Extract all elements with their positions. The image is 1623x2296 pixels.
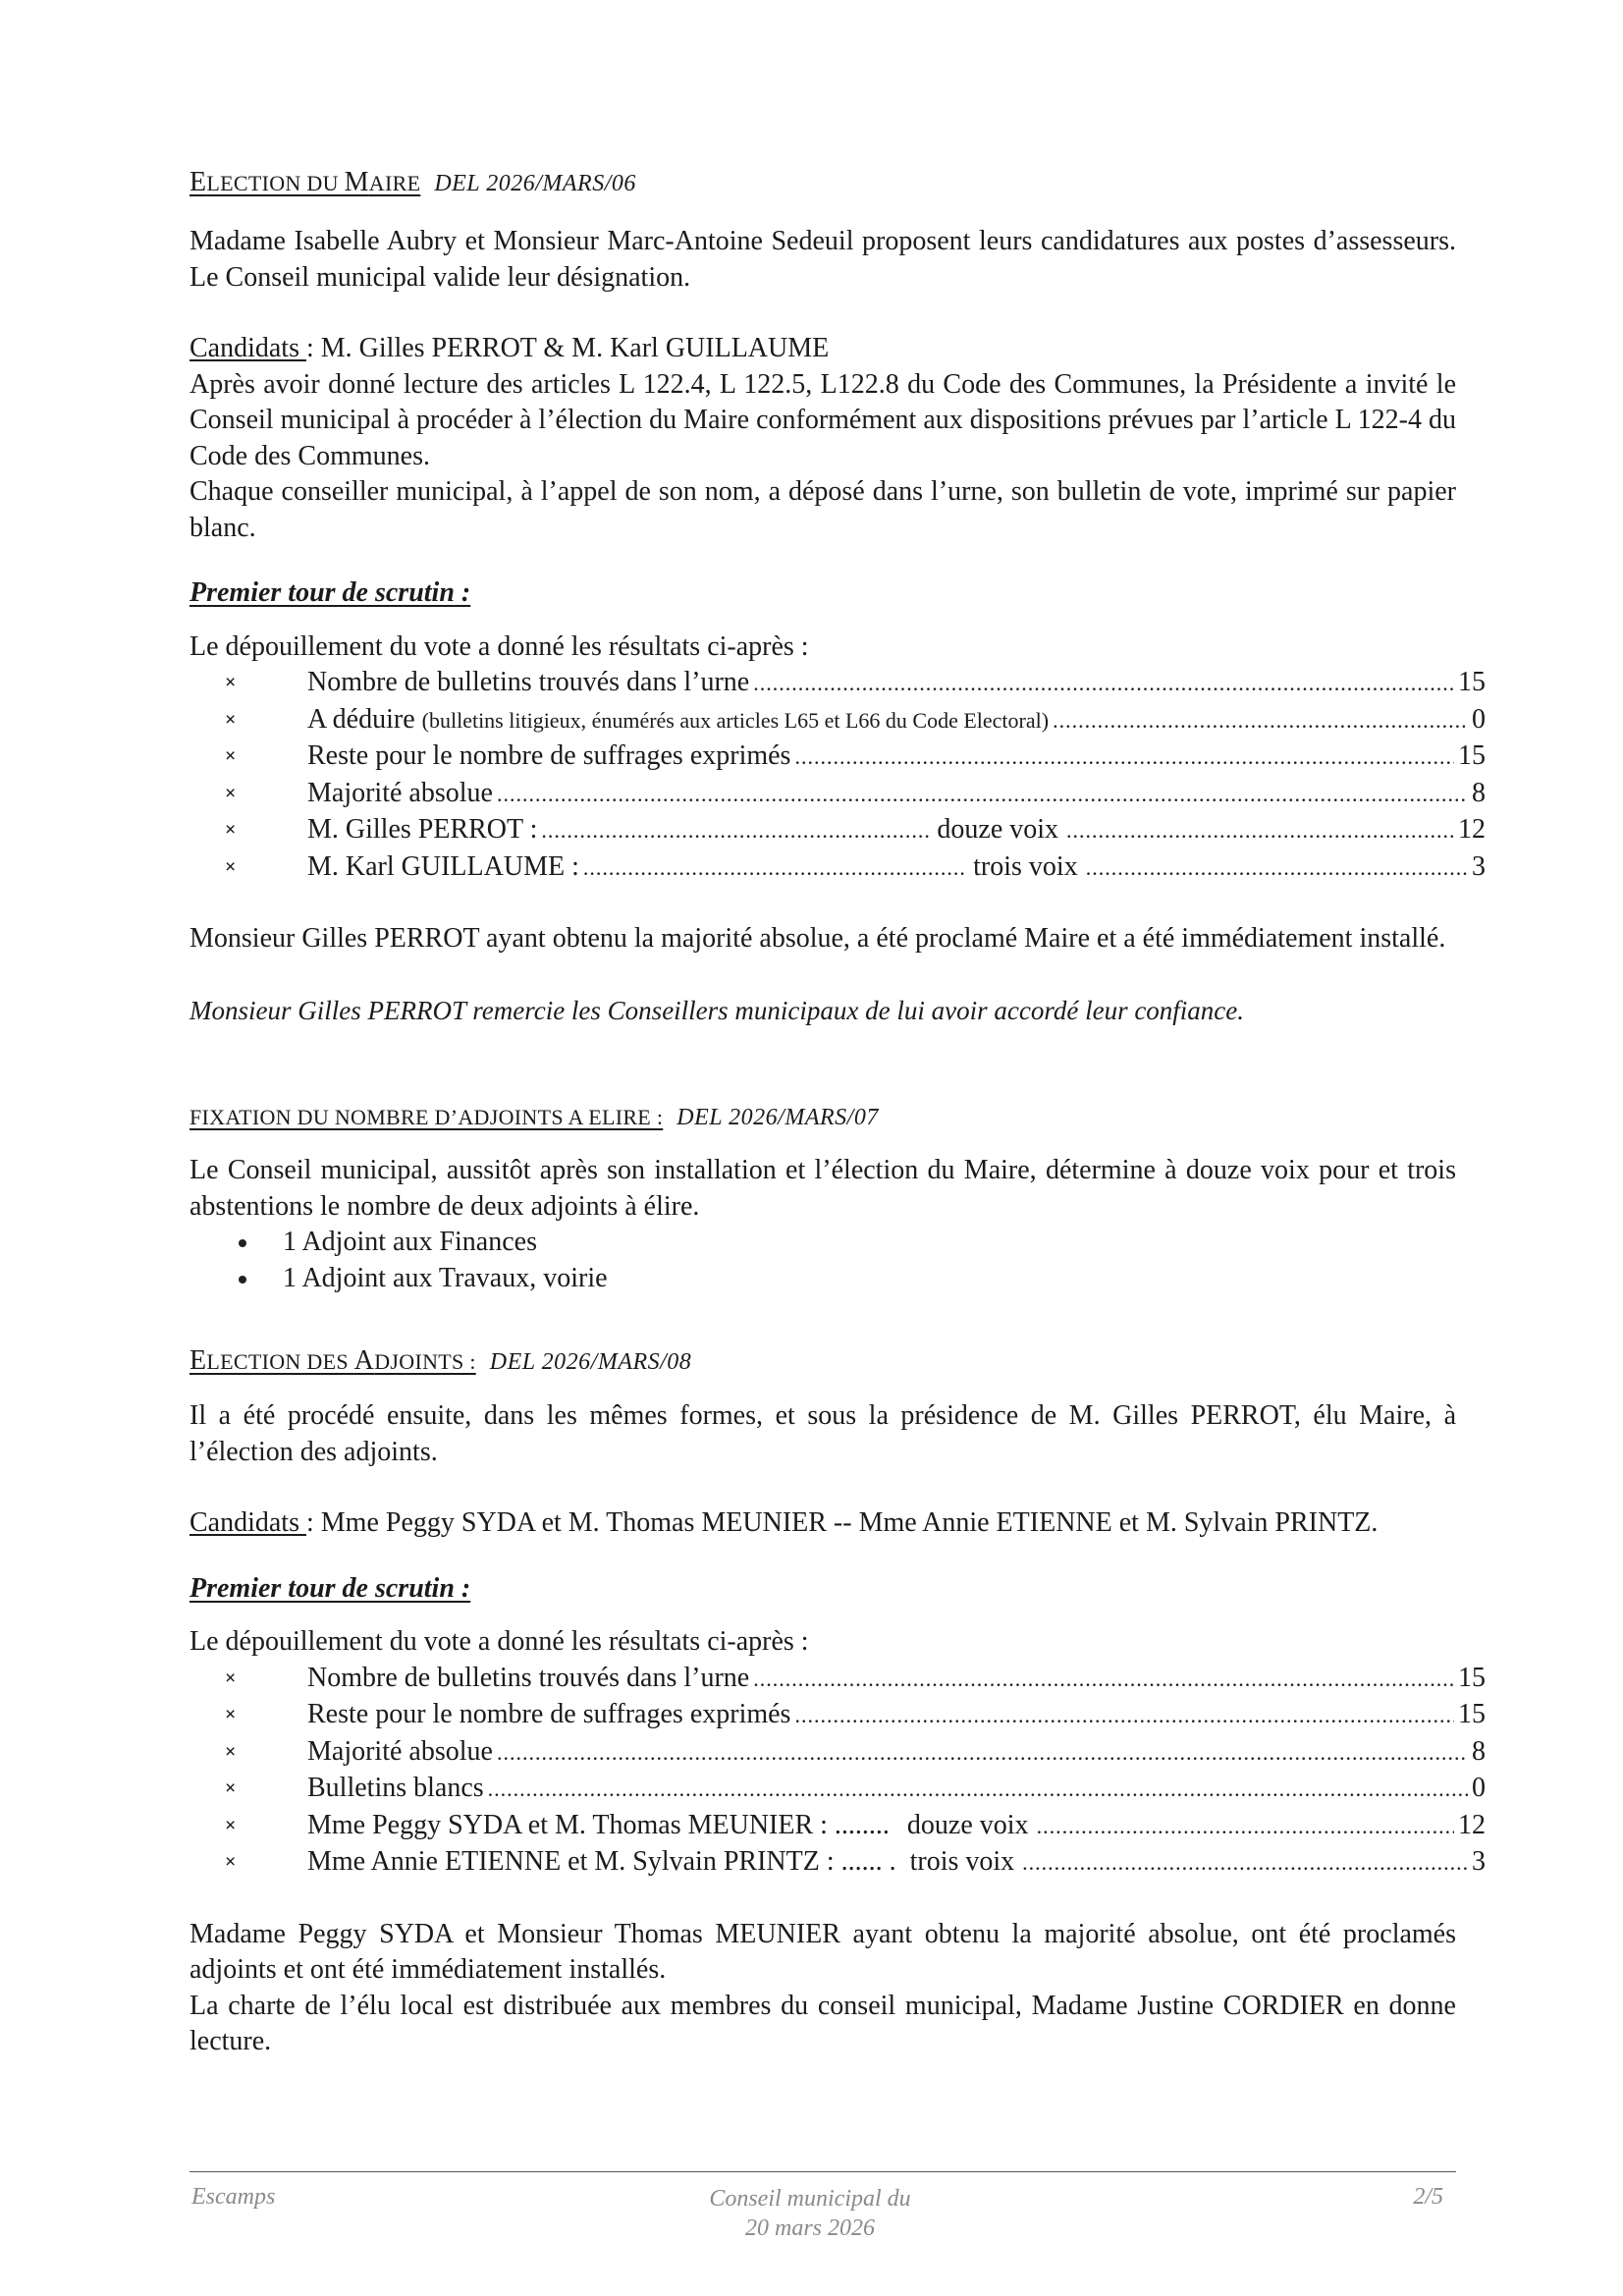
result-label: Bulletins blancs — [307, 1773, 484, 1803]
leader-dots — [541, 813, 929, 849]
result-value: 3 — [1472, 1846, 1486, 1877]
assessors-paragraph: Madame Isabelle Aubry et Monsieur Marc-Antoine Sedeuil proposent leurs candidatures aux postes d’assesseurs. Le Conseil municipal valide leur désignation. — [189, 226, 1456, 293]
round-title: Premier tour de scrutin — [189, 1572, 455, 1604]
result-row — [189, 849, 1486, 887]
candidates-names: : M. Gilles PERROT & M. Karl GUILLAUME — [306, 333, 830, 363]
fixation-paragraph: Le Conseil municipal, aussitôt après son installation et l’élection du Maire, détermine à douze voix pour et trois abstentions le nombre de deux adjoints à élire. — [189, 1155, 1456, 1222]
adjoints-list — [189, 1225, 1456, 1296]
results-list — [189, 1661, 1486, 1882]
result-value: 15 — [1458, 1699, 1486, 1729]
list-item: 1 Adjoint aux Travaux, voirie — [189, 1261, 1456, 1297]
result-label: M. Karl GUILLAUME : — [307, 850, 579, 882]
deliberation-ref: DEL 2026/MARS/07 — [676, 1105, 879, 1130]
cross-icon: × — [225, 1704, 237, 1725]
result-label: Nombre de bulletins trouvés dans l’urne — [307, 1662, 750, 1693]
leader-dots — [794, 1698, 1454, 1734]
leader-dots — [583, 850, 965, 887]
vote-process-paragraph: Chaque conseiller municipal, à l’appel de son nom, a déposé dans l’urne, son bulletin de vote, imprimé sur papier blanc. — [189, 476, 1456, 543]
adjoints-conclusion: Madame Peggy SYDA et Monsieur Thomas MEUNIER ayant obtenu la majorité absolue, ont été proclamés adjoints et ont été immédiatement installés. — [189, 1918, 1456, 1985]
leader-dots — [1066, 813, 1454, 849]
footer-meeting — [589, 2184, 1031, 2243]
result-row — [189, 812, 1486, 849]
result-row — [189, 776, 1486, 813]
section-heading — [189, 1105, 1456, 1131]
result-voices: douze voix — [937, 814, 1059, 845]
leader-dots — [753, 1662, 1454, 1698]
leader-dots — [497, 777, 1468, 813]
list-item: 1 Adjoint aux Finances — [189, 1225, 1456, 1261]
deliberation-ref: DEL 2026/MARS/08 — [489, 1349, 692, 1375]
leader-dots — [488, 1772, 1468, 1808]
result-value: 15 — [1458, 667, 1486, 697]
leader-dots — [1022, 1845, 1468, 1882]
page-number: 2/5 — [1413, 2184, 1443, 2210]
candidates-line — [189, 1505, 1456, 1542]
result-row — [189, 1734, 1486, 1772]
candidates-label: Candidats — [189, 1507, 306, 1538]
footer-meeting-title: Conseil municipal du — [709, 2186, 911, 2212]
result-value: 12 — [1458, 814, 1487, 845]
section-election-adjoints — [189, 1345, 1486, 2060]
result-label: Mme Peggy SYDA et M. Thomas MEUNIER : ........ — [307, 1809, 890, 1840]
cross-icon: × — [225, 708, 237, 731]
candidates-names: : Mme Peggy SYDA et M. Thomas MEUNIER -- Mme Annie ETIENNE et M. Sylvain PRINTZ. — [306, 1507, 1379, 1538]
candidates-line — [189, 331, 1456, 367]
section-title: ELECTION DU MAIRE — [189, 167, 421, 197]
round-heading — [189, 1571, 1456, 1608]
result-value: 8 — [1472, 1735, 1486, 1767]
cross-icon: × — [225, 1851, 237, 1873]
cross-icon: × — [225, 1777, 237, 1799]
cross-icon: × — [225, 1667, 237, 1689]
result-voices: trois voix — [909, 1846, 1015, 1877]
result-value: 15 — [1458, 740, 1486, 771]
cross-icon: × — [225, 819, 237, 841]
cross-icon: × — [225, 1740, 237, 1763]
footer-divider — [189, 2171, 1456, 2172]
result-row — [189, 702, 1486, 739]
candidates-label: Candidats — [189, 333, 306, 363]
cross-icon: × — [225, 672, 237, 693]
result-row — [189, 1771, 1486, 1808]
section-title: ELECTION DES ADJOINTS : — [189, 1345, 476, 1376]
results-list — [189, 665, 1487, 886]
footer-meeting-date: 20 mars 2026 — [744, 2215, 875, 2241]
footer-commune: Escamps — [191, 2184, 276, 2210]
result-note: (bulletins litigieux, énumérés aux articles L65 et L66 du Code Electoral) — [421, 707, 1050, 733]
maire-conclusion: Monsieur Gilles PERROT ayant obtenu la majorité absolue, a été proclamé Maire et a été immédiatement installé. — [189, 923, 1446, 954]
results-intro: Le dépouillement du vote a donné les résultats ci-après : — [189, 630, 809, 662]
leader-dots — [497, 1735, 1468, 1772]
leader-dots — [753, 666, 1454, 702]
section-heading — [189, 1345, 1456, 1377]
leader-dots — [794, 739, 1454, 776]
section-heading — [189, 167, 1456, 198]
result-value: 12 — [1458, 1809, 1486, 1840]
section-fixation-adjoints — [189, 1105, 1456, 1296]
leader-dots — [1053, 703, 1468, 739]
thanks-line: Monsieur Gilles PERROT remercie les Conseillers municipaux de lui avoir accordé leur confiance. — [189, 995, 1245, 1025]
round-colon: : — [454, 1572, 471, 1604]
result-row — [189, 1697, 1486, 1734]
result-row — [189, 665, 1486, 702]
cross-icon: × — [225, 782, 237, 804]
result-value: 0 — [1472, 1773, 1486, 1803]
result-label: Mme Annie ETIENNE et M. Sylvain PRINTZ : ...... . — [307, 1846, 896, 1877]
result-label: A déduire (bulletins litigieux, énumérés aux articles L65 et L66 du Code Electoral) — [307, 703, 1050, 735]
leader-dots — [1037, 1809, 1454, 1845]
result-label: M. Gilles PERROT : — [307, 814, 538, 845]
round-title: Premier tour de scrutin — [189, 577, 455, 608]
procedure-paragraph: Après avoir donné lecture des articles L 122.4, L 122.5, L122.8 du Code des Communes, la Présidente a invité le Conseil municipal à procéder à l’élection du Maire conformément aux dispositions prévues par l’article L 122-4 du Code des Communes. — [189, 368, 1456, 471]
section-title: FIXATION DU NOMBRE D’ADJOINTS A ELIRE : — [189, 1105, 664, 1129]
leader-dots — [1086, 850, 1468, 887]
result-value: 3 — [1472, 850, 1486, 882]
round-colon: : — [454, 577, 471, 608]
cross-icon: × — [225, 855, 237, 878]
result-row — [189, 1661, 1486, 1698]
result-label: Reste pour le nombre de suffrages exprimés — [307, 740, 791, 771]
result-label: Reste pour le nombre de suffrages exprimés — [307, 1699, 791, 1729]
deliberation-ref: DEL 2026/MARS/06 — [434, 171, 636, 196]
result-row — [189, 1808, 1486, 1845]
result-label: Majorité absolue — [307, 777, 493, 808]
cross-icon: × — [225, 745, 237, 767]
cross-icon: × — [225, 1814, 237, 1836]
result-label: Majorité absolue — [307, 1735, 493, 1767]
result-label: Nombre de bulletins trouvés dans l’urne — [307, 667, 750, 697]
result-value: 15 — [1458, 1662, 1486, 1693]
charter-paragraph: La charte de l’élu local est distribuée aux membres du conseil municipal, Madame Justine CORDIER en donne lecture. — [189, 1990, 1456, 2056]
section-election-maire — [189, 167, 1487, 1028]
result-value: 8 — [1472, 777, 1486, 808]
round-heading — [189, 575, 1456, 612]
result-row — [189, 738, 1486, 776]
result-value: 0 — [1472, 703, 1486, 735]
result-row — [189, 1844, 1486, 1882]
result-voices: douze voix — [906, 1809, 1029, 1840]
result-voices: trois voix — [973, 850, 1078, 882]
results-intro: Le dépouillement du vote a donné les résultats ci-après : — [189, 1626, 809, 1657]
adjoints-intro: Il a été procédé ensuite, dans les mêmes formes, et sous la présidence de M. Gilles PERROT, élu Maire, à l’élection des adjoints. — [189, 1400, 1456, 1467]
